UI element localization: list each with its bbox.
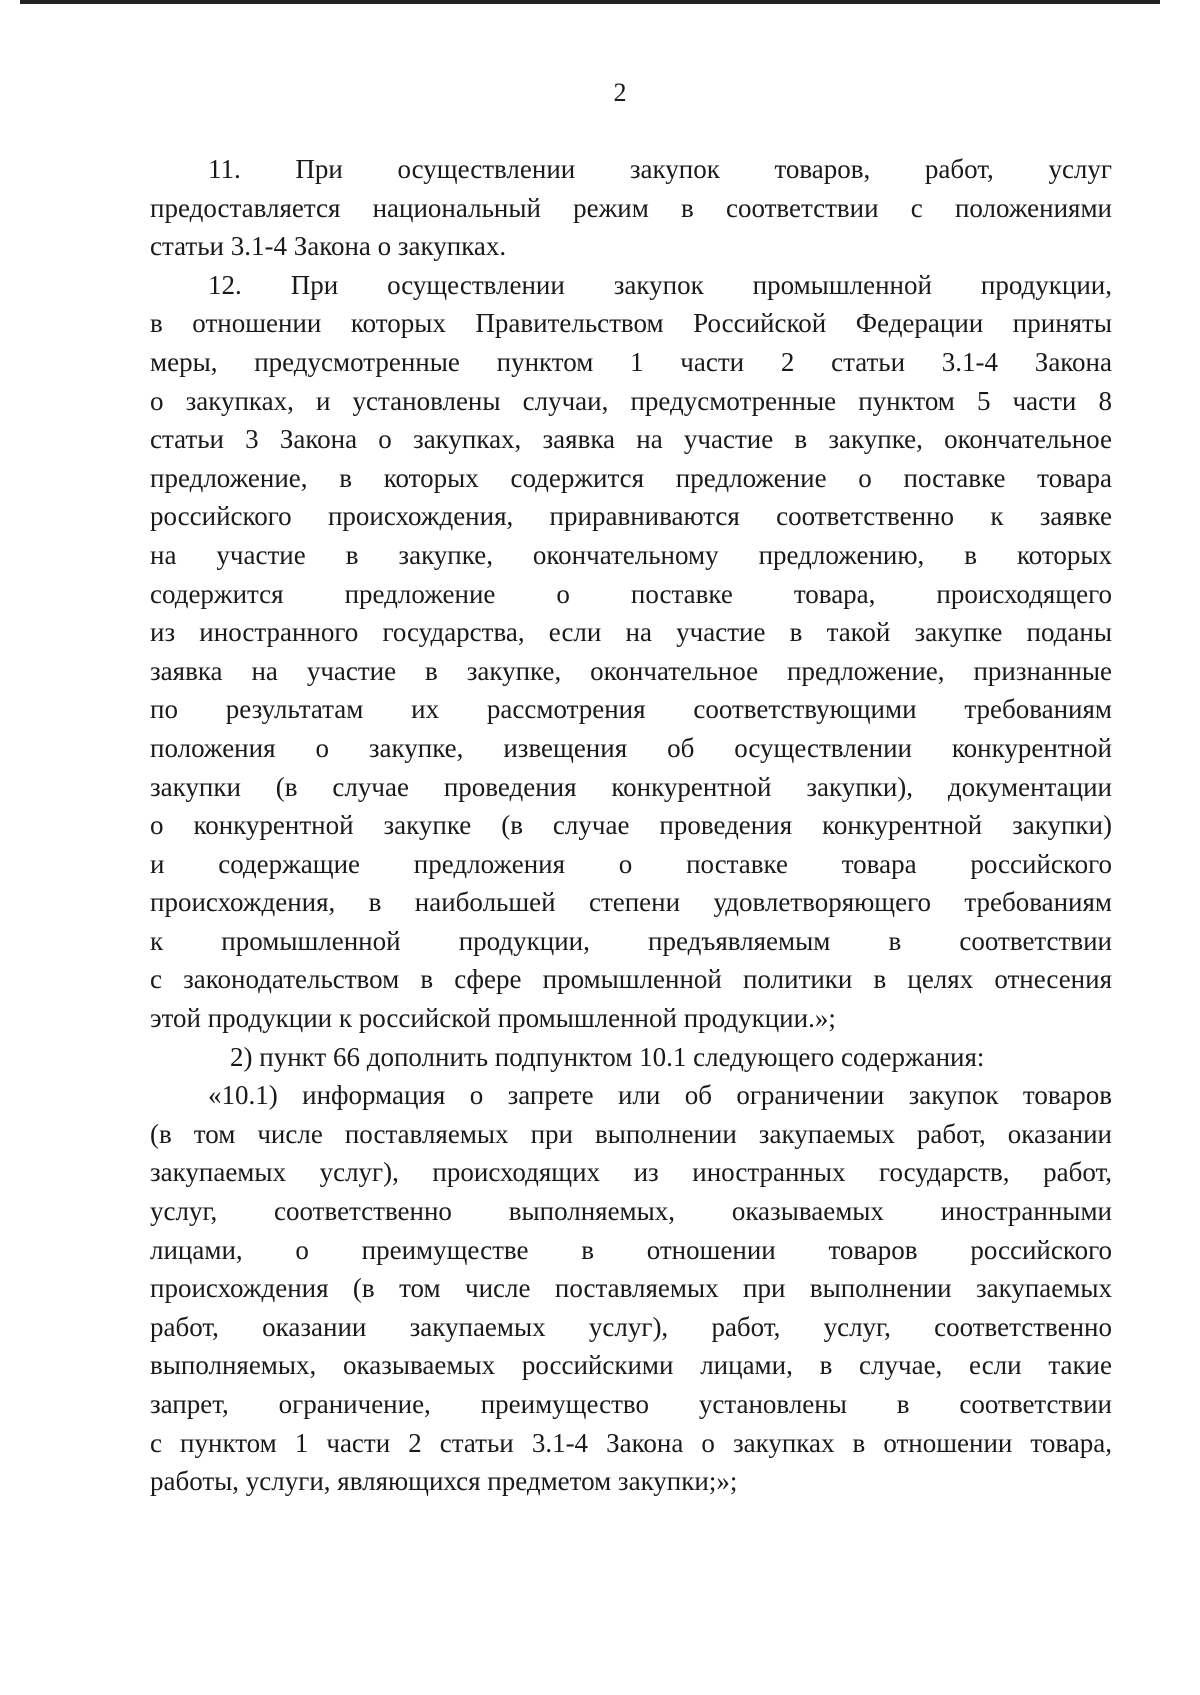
paragraph-p101 bbox=[150, 1076, 1112, 1501]
text-line: этой продукции к российской промышленной продукции.»; bbox=[150, 1003, 836, 1034]
text-line: предоставляется национальный режим в соответствии с положениями bbox=[150, 192, 1112, 223]
text-line: положения о закупке, извещения об осуществлении конкурентной bbox=[150, 732, 1112, 763]
text-line: (в том числе поставляемых при выполнении закупаемых работ, оказании bbox=[150, 1118, 1112, 1149]
text-line: закупки (в случае проведения конкурентной закупки), документации bbox=[150, 771, 1112, 802]
text-line: 11. При осуществлении закупок товаров, работ, услуг bbox=[208, 154, 1112, 184]
text-line: содержится предложение о поставке товара, происходящего bbox=[150, 578, 1112, 609]
text-line: работ, оказании закупаемых услуг), работ, услуг, соответственно bbox=[150, 1311, 1112, 1342]
text-line: происхождения, в наибольшей степени удовлетворяющего требованиям bbox=[150, 887, 1112, 918]
text-line: и содержащие предложения о поставке товара российского bbox=[150, 848, 1112, 879]
text-line: с пунктом 1 части 2 статьи 3.1-4 Закона о закупках в отношении товара, bbox=[150, 1427, 1112, 1458]
text-line: по результатам их рассмотрения соответствующими требованиям bbox=[150, 694, 1112, 725]
text-line: работы, услуги, являющихся предметом закупки;»; bbox=[150, 1466, 738, 1497]
top-scan-border bbox=[20, 0, 1160, 4]
text-line: с законодательством в сфере промышленной политики в целях отнесения bbox=[150, 964, 1112, 995]
text-line: 2) пункт 66 дополнить подпунктом 10.1 следующего содержания: bbox=[230, 1041, 985, 1072]
text-line: происхождения (в том числе поставляемых при выполнении закупаемых bbox=[150, 1273, 1112, 1304]
paragraph-p11 bbox=[150, 150, 1112, 266]
text-line: «10.1) информация о запрете или об ограничении закупок товаров bbox=[208, 1080, 1112, 1111]
text-line: услуг, соответственно выполняемых, оказываемых иностранными bbox=[150, 1196, 1112, 1227]
document-body bbox=[150, 150, 1112, 1501]
paragraph-p2 bbox=[150, 1038, 1112, 1077]
text-line: лицами, о преимуществе в отношении товаров российского bbox=[150, 1234, 1112, 1265]
text-line: о конкурентной закупке (в случае проведения конкурентной закупки) bbox=[150, 810, 1112, 841]
text-line: запрет, ограничение, преимущество установлены в соответствии bbox=[150, 1389, 1112, 1419]
text-line: 12. При осуществлении закупок промышленной продукции, bbox=[208, 269, 1112, 300]
text-line: закупаемых услуг), происходящих из иностранных государств, работ, bbox=[150, 1157, 1112, 1188]
text-line: статьи 3.1-4 Закона о закупках. bbox=[150, 231, 507, 262]
text-line: меры, предусмотренные пунктом 1 части 2 статьи 3.1-4 Закона bbox=[150, 346, 1112, 377]
paragraph-p12 bbox=[150, 266, 1112, 1038]
text-line: на участие в закупке, окончательному предложению, в которых bbox=[150, 539, 1112, 570]
text-line: российского происхождения, приравниваются соответственно к заявке bbox=[150, 501, 1112, 532]
text-line: из иностранного государства, если на участие в такой закупке поданы bbox=[150, 617, 1112, 648]
text-line: о закупках, и установлены случаи, предусмотренные пунктом 5 части 8 bbox=[150, 385, 1112, 416]
text-line: предложение, в которых содержится предложение о поставке товара bbox=[150, 462, 1112, 493]
text-line: статьи 3 Закона о закупках, заявка на участие в закупке, окончательное bbox=[150, 424, 1112, 455]
text-line: в отношении которых Правительством Российской Федерации приняты bbox=[150, 308, 1112, 339]
page-number: 2 bbox=[613, 78, 627, 107]
text-line: заявка на участие в закупке, окончательное предложение, признанные bbox=[150, 655, 1112, 686]
text-line: выполняемых, оказываемых российскими лицами, в случае, если такие bbox=[150, 1350, 1112, 1381]
text-line: к промышленной продукции, предъявляемым в соответствии bbox=[150, 925, 1112, 956]
